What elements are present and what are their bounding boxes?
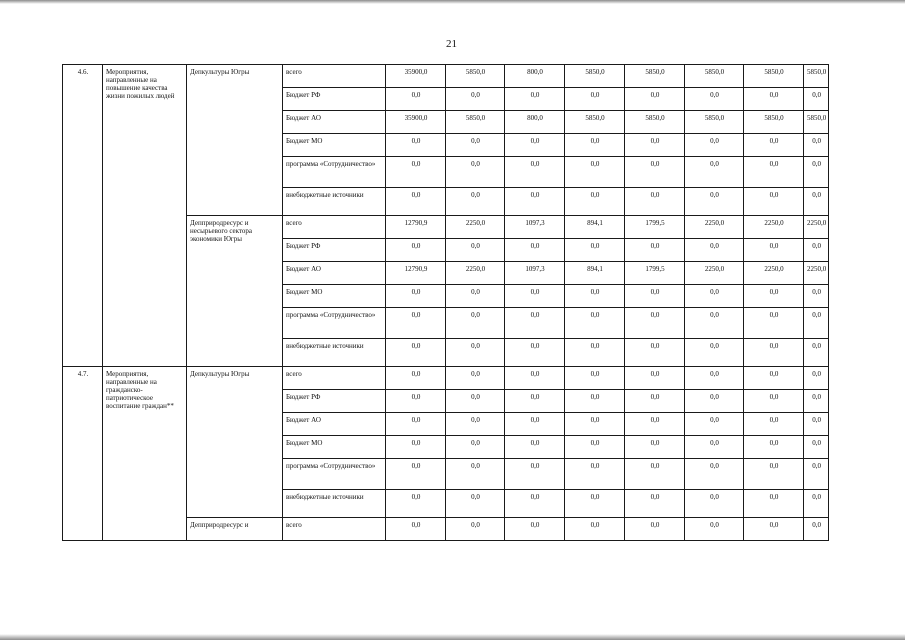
amount-cell: 0,0 <box>625 188 685 216</box>
amount-cell: 0,0 <box>446 308 505 339</box>
amount-cell: 0,0 <box>565 308 625 339</box>
amount-cell: 0,0 <box>625 339 685 367</box>
amount-cell: 0,0 <box>625 308 685 339</box>
amount-cell: 0,0 <box>386 413 446 436</box>
amount-cell: 0,0 <box>505 157 565 188</box>
funding-source: внебюджетные источники <box>283 339 386 367</box>
amount-cell: 12790,9 <box>386 262 446 285</box>
amount-cell: 5850,0 <box>804 111 829 134</box>
amount-cell: 5850,0 <box>565 111 625 134</box>
amount-cell: 0,0 <box>505 239 565 262</box>
amount-cell: 0,0 <box>505 285 565 308</box>
amount-cell: 12790,9 <box>386 216 446 239</box>
amount-cell: 0,0 <box>744 308 804 339</box>
amount-cell: 35900,0 <box>386 111 446 134</box>
budget-table <box>62 64 829 541</box>
amount-cell: 0,0 <box>685 88 744 111</box>
amount-cell: 0,0 <box>685 239 744 262</box>
amount-cell: 0,0 <box>625 88 685 111</box>
amount-cell: 0,0 <box>446 157 505 188</box>
funding-source: программа «Сотрудничество» <box>283 308 386 339</box>
funding-source: всего <box>283 65 386 88</box>
amount-cell: 0,0 <box>565 88 625 111</box>
amount-cell: 0,0 <box>505 134 565 157</box>
amount-cell: 0,0 <box>685 188 744 216</box>
amount-cell: 0,0 <box>804 285 829 308</box>
amount-cell: 0,0 <box>744 459 804 490</box>
amount-cell: 0,0 <box>446 459 505 490</box>
amount-cell: 2250,0 <box>685 216 744 239</box>
executor-name: Депприродресурс и <box>187 518 283 541</box>
amount-cell: 0,0 <box>625 285 685 308</box>
amount-cell: 0,0 <box>625 390 685 413</box>
amount-cell: 0,0 <box>685 339 744 367</box>
executor-name: Депприродресурс и несырьевого сектора экономики Югры <box>187 216 283 367</box>
amount-cell: 5850,0 <box>625 65 685 88</box>
amount-cell: 2250,0 <box>685 262 744 285</box>
amount-cell: 0,0 <box>386 367 446 390</box>
amount-cell: 0,0 <box>505 367 565 390</box>
amount-cell: 0,0 <box>744 339 804 367</box>
amount-cell: 0,0 <box>386 88 446 111</box>
amount-cell: 0,0 <box>446 188 505 216</box>
amount-cell: 2250,0 <box>744 216 804 239</box>
funding-source: Бюджет АО <box>283 262 386 285</box>
scan-edge-top <box>0 0 905 4</box>
funding-source: Бюджет МО <box>283 436 386 459</box>
amount-cell: 0,0 <box>565 367 625 390</box>
amount-cell: 0,0 <box>386 390 446 413</box>
amount-cell: 5850,0 <box>565 65 625 88</box>
amount-cell: 0,0 <box>685 518 744 541</box>
amount-cell: 0,0 <box>505 518 565 541</box>
amount-cell: 0,0 <box>625 518 685 541</box>
amount-cell: 0,0 <box>685 157 744 188</box>
amount-cell: 0,0 <box>446 367 505 390</box>
amount-cell: 0,0 <box>804 157 829 188</box>
amount-cell: 0,0 <box>744 436 804 459</box>
amount-cell: 0,0 <box>505 490 565 518</box>
amount-cell: 0,0 <box>744 134 804 157</box>
amount-cell: 0,0 <box>804 490 829 518</box>
amount-cell: 0,0 <box>685 413 744 436</box>
amount-cell: 0,0 <box>446 88 505 111</box>
amount-cell: 0,0 <box>386 285 446 308</box>
amount-cell: 0,0 <box>446 239 505 262</box>
amount-cell: 0,0 <box>625 459 685 490</box>
amount-cell: 2250,0 <box>446 216 505 239</box>
amount-cell: 0,0 <box>625 413 685 436</box>
amount-cell: 0,0 <box>804 518 829 541</box>
event-name: Мероприятия, направленные на повышение качества жизни пожилых людей <box>103 65 187 367</box>
amount-cell: 0,0 <box>386 134 446 157</box>
funding-source: программа «Сотрудничество» <box>283 157 386 188</box>
amount-cell: 0,0 <box>505 390 565 413</box>
funding-source: Бюджет РФ <box>283 239 386 262</box>
amount-cell: 0,0 <box>744 413 804 436</box>
amount-cell: 0,0 <box>744 367 804 390</box>
amount-cell: 5850,0 <box>685 111 744 134</box>
amount-cell: 0,0 <box>446 518 505 541</box>
amount-cell: 0,0 <box>386 188 446 216</box>
amount-cell: 5850,0 <box>685 65 744 88</box>
amount-cell: 0,0 <box>744 157 804 188</box>
amount-cell: 0,0 <box>446 413 505 436</box>
amount-cell: 0,0 <box>685 134 744 157</box>
amount-cell: 0,0 <box>804 436 829 459</box>
amount-cell: 5850,0 <box>804 65 829 88</box>
amount-cell: 0,0 <box>744 239 804 262</box>
amount-cell: 0,0 <box>685 436 744 459</box>
amount-cell: 0,0 <box>804 134 829 157</box>
funding-source: программа «Сотрудничество» <box>283 459 386 490</box>
amount-cell: 0,0 <box>685 308 744 339</box>
funding-source: Бюджет АО <box>283 111 386 134</box>
funding-source: Бюджет РФ <box>283 390 386 413</box>
amount-cell: 0,0 <box>804 390 829 413</box>
amount-cell: 0,0 <box>446 390 505 413</box>
amount-cell: 800,0 <box>505 111 565 134</box>
amount-cell: 0,0 <box>625 490 685 518</box>
amount-cell: 0,0 <box>446 285 505 308</box>
funding-source: всего <box>283 216 386 239</box>
amount-cell: 1799,5 <box>625 216 685 239</box>
amount-cell: 2250,0 <box>446 262 505 285</box>
amount-cell: 0,0 <box>804 308 829 339</box>
page-number: 21 <box>446 38 457 50</box>
amount-cell: 0,0 <box>386 339 446 367</box>
amount-cell: 0,0 <box>386 490 446 518</box>
amount-cell: 0,0 <box>446 490 505 518</box>
amount-cell: 0,0 <box>446 134 505 157</box>
amount-cell: 0,0 <box>744 518 804 541</box>
amount-cell: 0,0 <box>565 490 625 518</box>
amount-cell: 0,0 <box>386 518 446 541</box>
amount-cell: 0,0 <box>625 239 685 262</box>
amount-cell: 0,0 <box>446 436 505 459</box>
amount-cell: 5850,0 <box>744 111 804 134</box>
amount-cell: 1097,3 <box>505 262 565 285</box>
table-row <box>63 367 829 390</box>
amount-cell: 0,0 <box>565 339 625 367</box>
amount-cell: 5850,0 <box>446 65 505 88</box>
executor-name: Депкультуры Югры <box>187 367 283 518</box>
amount-cell: 0,0 <box>744 390 804 413</box>
amount-cell: 0,0 <box>565 518 625 541</box>
amount-cell: 0,0 <box>565 413 625 436</box>
amount-cell: 0,0 <box>804 88 829 111</box>
amount-cell: 2250,0 <box>804 216 829 239</box>
amount-cell: 5850,0 <box>625 111 685 134</box>
amount-cell: 0,0 <box>505 339 565 367</box>
amount-cell: 0,0 <box>685 367 744 390</box>
amount-cell: 0,0 <box>625 436 685 459</box>
amount-cell: 0,0 <box>685 490 744 518</box>
amount-cell: 0,0 <box>625 367 685 390</box>
event-name: Мероприятия, направленные на гражданско-патриотическое воспитание граждан** <box>103 367 187 541</box>
amount-cell: 800,0 <box>505 65 565 88</box>
funding-source: всего <box>283 367 386 390</box>
amount-cell: 0,0 <box>565 239 625 262</box>
amount-cell: 35900,0 <box>386 65 446 88</box>
amount-cell: 0,0 <box>565 459 625 490</box>
funding-source: Бюджет РФ <box>283 88 386 111</box>
amount-cell: 0,0 <box>386 157 446 188</box>
section-number: 4.6. <box>63 65 103 367</box>
amount-cell: 0,0 <box>685 285 744 308</box>
amount-cell: 5850,0 <box>744 65 804 88</box>
table-row <box>63 65 829 88</box>
amount-cell: 0,0 <box>386 459 446 490</box>
amount-cell: 0,0 <box>505 413 565 436</box>
amount-cell: 0,0 <box>505 459 565 490</box>
amount-cell: 0,0 <box>505 308 565 339</box>
funding-source: внебюджетные источники <box>283 490 386 518</box>
amount-cell: 0,0 <box>744 490 804 518</box>
amount-cell: 0,0 <box>565 134 625 157</box>
funding-source: Бюджет МО <box>283 134 386 157</box>
amount-cell: 0,0 <box>744 88 804 111</box>
funding-source: Бюджет АО <box>283 413 386 436</box>
amount-cell: 0,0 <box>804 239 829 262</box>
amount-cell: 2250,0 <box>744 262 804 285</box>
amount-cell: 0,0 <box>804 339 829 367</box>
amount-cell: 0,0 <box>565 436 625 459</box>
funding-source: внебюджетные источники <box>283 188 386 216</box>
amount-cell: 0,0 <box>565 157 625 188</box>
amount-cell: 0,0 <box>505 436 565 459</box>
amount-cell: 5850,0 <box>446 111 505 134</box>
amount-cell: 0,0 <box>625 157 685 188</box>
scan-edge-bottom <box>0 634 905 640</box>
amount-cell: 894,1 <box>565 262 625 285</box>
amount-cell: 0,0 <box>386 308 446 339</box>
amount-cell: 0,0 <box>446 339 505 367</box>
funding-source: всего <box>283 518 386 541</box>
amount-cell: 894,1 <box>565 216 625 239</box>
amount-cell: 0,0 <box>804 413 829 436</box>
amount-cell: 1799,5 <box>625 262 685 285</box>
amount-cell: 0,0 <box>565 188 625 216</box>
amount-cell: 0,0 <box>505 88 565 111</box>
amount-cell: 0,0 <box>804 367 829 390</box>
executor-name: Депкультуры Югры <box>187 65 283 216</box>
funding-source: Бюджет МО <box>283 285 386 308</box>
amount-cell: 0,0 <box>386 436 446 459</box>
section-number: 4.7. <box>63 367 103 541</box>
amount-cell: 0,0 <box>386 239 446 262</box>
amount-cell: 1097,3 <box>505 216 565 239</box>
amount-cell: 0,0 <box>685 459 744 490</box>
amount-cell: 0,0 <box>565 390 625 413</box>
amount-cell: 0,0 <box>744 188 804 216</box>
amount-cell: 0,0 <box>505 188 565 216</box>
amount-cell: 0,0 <box>804 459 829 490</box>
amount-cell: 0,0 <box>565 285 625 308</box>
amount-cell: 0,0 <box>625 134 685 157</box>
amount-cell: 0,0 <box>744 285 804 308</box>
amount-cell: 0,0 <box>685 390 744 413</box>
table-body <box>63 65 829 541</box>
amount-cell: 2250,0 <box>804 262 829 285</box>
amount-cell: 0,0 <box>804 188 829 216</box>
